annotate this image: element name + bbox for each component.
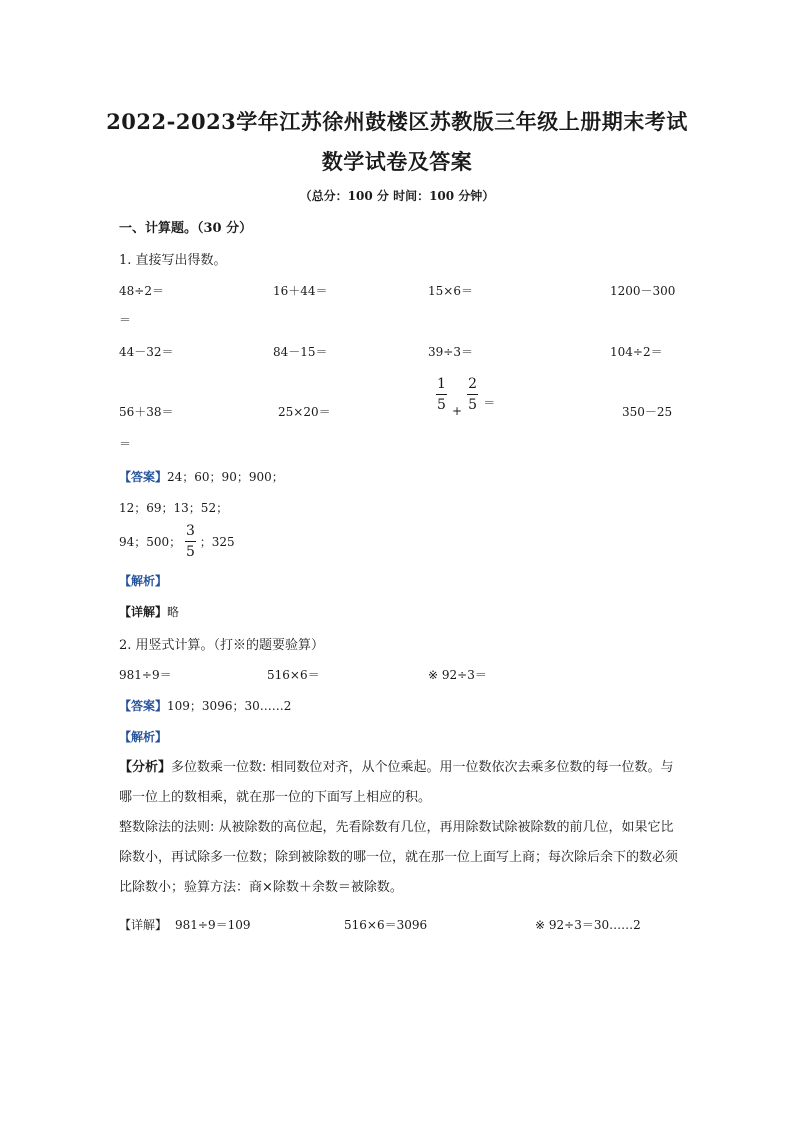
q1-item: 15×6＝ (428, 284, 473, 298)
q1-item: 25×20＝ (278, 405, 331, 419)
doc-subtitle: （总分：100 分 时间：100 分钟） (299, 189, 495, 203)
fraction-denominator: 5 (437, 397, 446, 413)
plus-sign: + (452, 404, 463, 418)
q1-item-wrap: ＝ (119, 313, 132, 327)
q1-item: 16＋44＝ (273, 284, 328, 298)
q1-item: 350－25 (622, 405, 673, 419)
q1-fraction-expression (436, 376, 495, 418)
section1-heading: 一、计算题。（30 分） (119, 221, 253, 236)
q2-analysis-tag: 【解析】 (119, 730, 168, 744)
q1-item: 39÷3＝ (428, 345, 473, 359)
fraction-denominator: 5 (468, 397, 478, 413)
q1-detail (119, 603, 179, 620)
fraction-numerator: 2 (468, 376, 478, 392)
q1-item: 84－15＝ (273, 345, 328, 359)
q1-prompt: 1. 直接写出得数。 (119, 253, 227, 268)
fraction-bar (436, 394, 447, 395)
fraction-bar (467, 394, 478, 395)
detail-tag: 【详解】 (119, 605, 168, 619)
detail-text: 略 (167, 605, 180, 619)
q1-answer-line2: 12；69；13；52； (119, 501, 229, 515)
doc-title-line1: 2022-2023学年江苏徐州鼓楼区苏教版三年级上册期末考试 (106, 109, 688, 134)
q2-detail-tag: 【详解】 (119, 918, 168, 932)
answer-text: 94；500； (119, 535, 182, 549)
q2-analysis-paragraph2: 整数除法的法则: 从被除数的高位起，先看除数有几位，再用除数试除被除数的前几位，如果它比除数小，再试除多一位数；除到被除数的哪一位，就在那一位上面写上商；每次除后余下的数必须比除数小；验算方法：商×除数＋余数＝被除数。 (119, 820, 679, 895)
fraction-numerator: 1 (437, 376, 446, 392)
q2-detail-item: 981÷9＝109 (175, 918, 251, 932)
q1-analysis-tag: 【解析】 (119, 574, 168, 588)
answer-fraction (185, 523, 196, 560)
q1-answer-line3 (119, 523, 235, 560)
analysis-sub-tag: 【分析】 (119, 760, 172, 775)
q1-item: 1200－300 (610, 284, 676, 298)
q2-item: ※ 92÷3＝ (428, 668, 487, 682)
q2-analysis-paragraph1 (119, 753, 679, 813)
fraction (436, 376, 447, 413)
answer-text: 109；3096；30……2 (167, 699, 292, 713)
fraction (467, 376, 478, 413)
fraction-numerator: 3 (186, 523, 195, 539)
q1-answer-line1 (119, 468, 284, 485)
q1-item-wrap: ＝ (119, 437, 132, 451)
q1-item: 48÷2＝ (119, 284, 164, 298)
q1-item: 44－32＝ (119, 345, 174, 359)
q2-detail-item: ※ 92÷3＝30……2 (535, 918, 641, 932)
q1-item: 56＋38＝ (119, 405, 174, 419)
q2-answer (119, 697, 291, 714)
q2-item: 981÷9＝ (119, 668, 172, 682)
equals-sign: ＝ (483, 396, 496, 410)
answer-tag: 【答案】 (119, 470, 168, 484)
q2-prompt: 2. 用竖式计算。（打※的题要验算） (119, 638, 325, 653)
fraction-denominator: 5 (186, 544, 195, 560)
fraction-bar (185, 541, 196, 542)
analysis-text: 多位数乘一位数: 相同数位对齐，从个位乘起。用一位数依次去乘多位数的每一位数。与哪一位上的数相乘，就在那一位的下面写上相应的积。 (119, 760, 674, 805)
answer-text: ；325 (199, 535, 235, 549)
answer-text: 24；60；90；900； (167, 470, 284, 484)
q2-item: 516×6＝ (267, 668, 320, 682)
q1-item: 104÷2＝ (610, 345, 663, 359)
q2-detail-item: 516×6＝3096 (344, 918, 428, 932)
answer-tag: 【答案】 (119, 699, 168, 713)
doc-title-line2: 数学试卷及答案 (321, 149, 473, 174)
